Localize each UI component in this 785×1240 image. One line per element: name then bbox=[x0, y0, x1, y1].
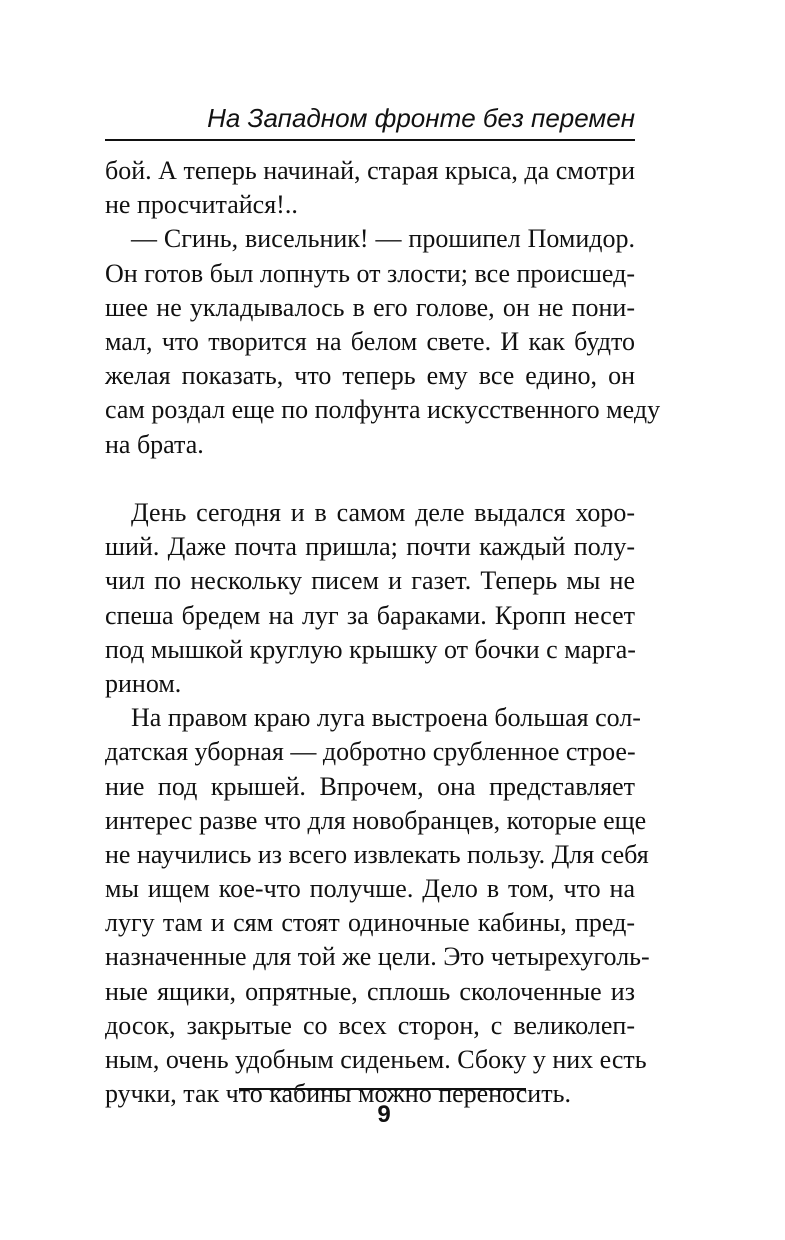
text-line: ший. Даже почта пришла; почти каждый полу- bbox=[105, 532, 635, 562]
text-line: желая показать, что теперь ему все едино, он bbox=[105, 361, 635, 391]
text-line: не научились из всего извлекать пользу. Для себя bbox=[105, 839, 649, 869]
text-line: Он готов был лопнуть от злости; все происшед- bbox=[105, 258, 635, 288]
text-line: сам роздал еще по полфунта искусственного меду bbox=[105, 395, 661, 425]
passage-2 bbox=[105, 496, 650, 1111]
text-line: досок, закрытые со всех сторон, с великолеп- bbox=[105, 1010, 635, 1040]
text-line: ным, очень удобным сиденьем. Сбоку у них есть bbox=[105, 1045, 647, 1074]
text-line: мы ищем кое-что получше. Дело в том, что на bbox=[105, 874, 635, 904]
running-header-title: На Западном фронте без перемен bbox=[207, 103, 635, 133]
footer-divider bbox=[239, 1088, 526, 1090]
text-line: бой. А теперь начинай, старая крыса, да смотри bbox=[105, 156, 635, 185]
text-line: под мышкой круглую крышку от бочки с марга- bbox=[105, 634, 636, 664]
text-line: на брата. bbox=[105, 429, 204, 459]
text-line: ручки, так что кабины можно переносить. bbox=[105, 1079, 571, 1109]
text-line: ние под крышей. Впрочем, она представляет bbox=[105, 771, 635, 801]
text-line: шее не укладывалось в его голове, он не пони- bbox=[105, 292, 635, 322]
text-line: День сегодня и в самом деле выдался хоро- bbox=[131, 498, 635, 527]
text-line: интерес разве что для новобранцев, которые еще bbox=[105, 805, 647, 835]
text-line: чил по нескольку писем и газет. Теперь мы не bbox=[105, 566, 635, 596]
passage-1 bbox=[105, 154, 661, 462]
text-line: мал, что творится на белом свете. И как будто bbox=[105, 326, 635, 356]
page-number: 9 bbox=[377, 1101, 391, 1128]
header-divider bbox=[105, 139, 635, 141]
text-line: назначенные для той же цели. Это четырехуголь- bbox=[105, 942, 650, 972]
text-line: рином. bbox=[105, 668, 182, 698]
text-line: ные ящики, опрятные, сплошь сколоченные из bbox=[105, 976, 635, 1006]
text-line: На правом краю луга выстроена большая сол- bbox=[131, 703, 641, 733]
text-line: датская уборная — добротно срубленное строе- bbox=[105, 737, 636, 767]
text-line: — Сгинь, висельник! — прошипел Помидор. bbox=[131, 224, 635, 254]
text-line: спеша бредем на луг за бараками. Кропп несет bbox=[105, 600, 635, 630]
text-line: не просчитайся!.. bbox=[105, 190, 298, 220]
text-line: лугу там и сям стоят одиночные кабины, пред- bbox=[105, 908, 635, 938]
